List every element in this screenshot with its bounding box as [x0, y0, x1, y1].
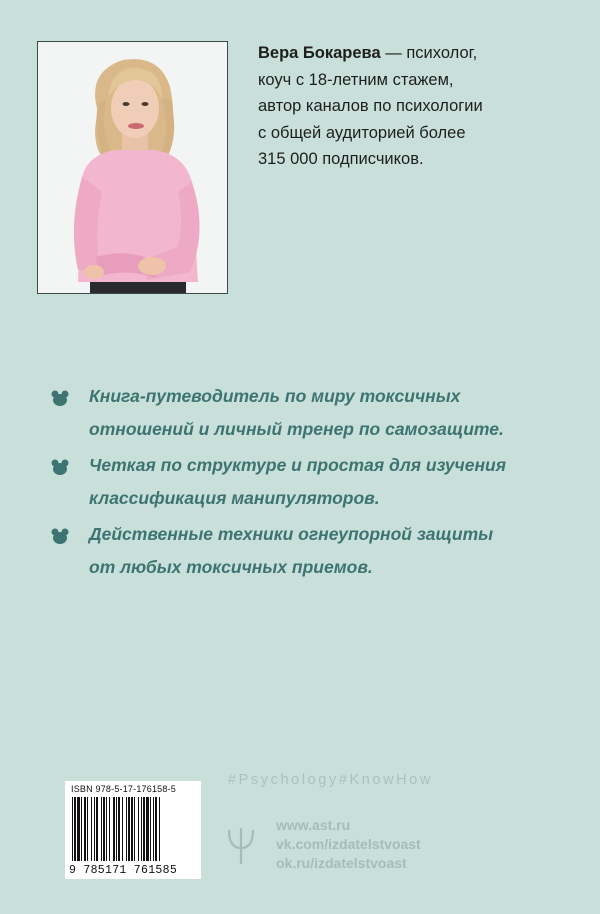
bio-line-1 — [258, 40, 558, 67]
contact-ok: ok.ru/izdatelstvoast — [276, 855, 407, 871]
psi-logo-icon — [226, 826, 256, 866]
feature-item — [45, 518, 565, 584]
feature-list — [45, 380, 565, 587]
author-portrait-image — [38, 42, 227, 293]
publisher-contacts — [276, 816, 421, 873]
bio-line-4: с общей аудиторией более — [258, 123, 466, 142]
author-name: Вера Бокарева — [258, 44, 381, 62]
author-bio — [258, 40, 558, 173]
feature-line: Книга-путеводитель по миру токсичных — [89, 386, 461, 406]
hashtags: #Psychology#KnowHow — [228, 772, 433, 788]
bio-line-5: 315 000 подписчиков. — [258, 150, 424, 168]
feature-line: классификация манипуляторов. — [89, 488, 380, 508]
bear-head-icon — [51, 528, 69, 544]
feature-line: отношений и личный тренер по самозащите. — [89, 419, 504, 439]
contact-vk: vk.com/izdatelstvoast — [276, 836, 421, 852]
bear-head-icon — [51, 390, 69, 406]
isbn-barcode — [65, 781, 201, 879]
author-photo — [37, 41, 228, 294]
feature-line: от любых токсичных приемов. — [89, 557, 373, 577]
barcode-bars — [70, 797, 196, 863]
bear-head-icon — [51, 459, 69, 475]
barcode-digits: 9 785171 761585 — [69, 864, 178, 877]
feature-item — [45, 449, 565, 515]
bio-line-3: автор каналов по психологии — [258, 97, 483, 115]
bio-text: — психолог, — [385, 44, 478, 62]
bio-line-2: коуч с 18-летним стажем, — [258, 70, 454, 89]
feature-line: Действенные техники огнеупорной защиты — [89, 524, 494, 544]
contact-website: www.ast.ru — [276, 817, 351, 833]
isbn-label: ISBN 978-5-17-176158-5 — [71, 784, 176, 794]
feature-line: Четкая по структуре и простая для изучения — [89, 455, 507, 475]
feature-item — [45, 380, 565, 446]
